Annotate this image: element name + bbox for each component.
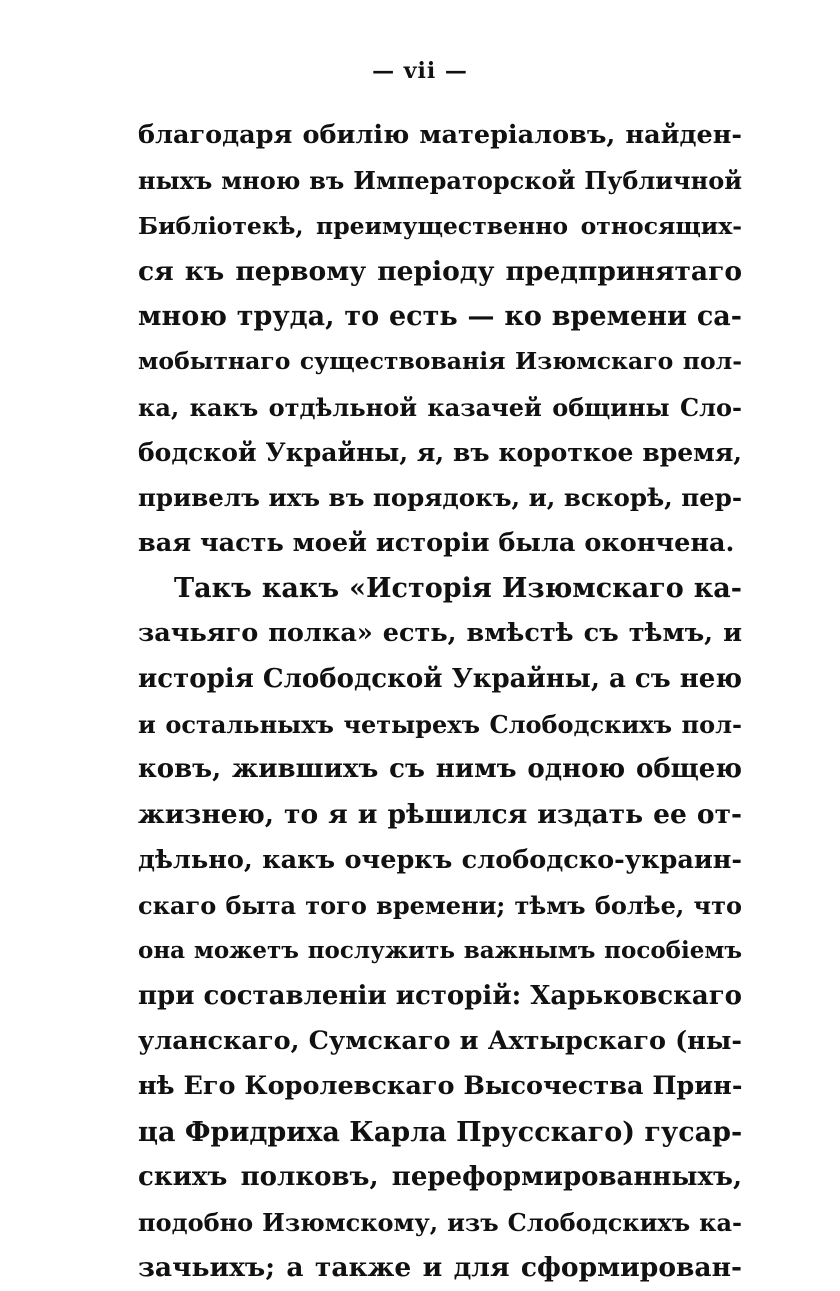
text-line: дѣльно, какъ очеркъ слободско-украин- — [138, 844, 742, 875]
text-line: при составленіи исторій: Харьковскаго — [138, 980, 742, 1011]
body-text — [138, 113, 742, 1291]
text-line: Библіотекѣ, преимущественно относящих- — [138, 211, 742, 240]
text-line: ныхъ мною въ Императорской Публичной — [138, 166, 742, 196]
text-line: жизнею, то я и рѣшился издать ее от- — [138, 799, 742, 831]
text-line: ка, какъ отдѣльной казачей общины Сло- — [138, 392, 742, 422]
text-line: нѣ Его Королевскаго Высочества Прин- — [138, 1071, 742, 1102]
text-line: и остальныхъ четырехъ Слободскихъ пол- — [138, 709, 742, 739]
paragraph-2 — [138, 566, 742, 1291]
text-line: ковъ, жившихъ съ нимъ одною общею — [138, 754, 742, 785]
page-number: — vii — — [372, 58, 468, 84]
text-line: зачьяго полка» есть, вмѣстѣ съ тѣмъ, и — [138, 618, 742, 649]
paragraph-1 — [138, 113, 742, 566]
text-line: бодской Украйны, я, въ короткое время, — [138, 438, 742, 468]
text-line: мною труда, то есть — ко времени са- — [138, 301, 742, 333]
text-line: Такъ какъ «Исторія Изюмскаго ка- — [174, 572, 742, 604]
text-line: скаго быта того времени; тѣмъ болѣе, что — [138, 891, 742, 921]
text-line: ся къ первому періоду предпринятаго — [138, 255, 742, 287]
text-line: она можетъ послужить важнымъ пособіемъ — [138, 937, 742, 965]
text-line: подобно Изюмскому, изъ Слободскихъ ка- — [138, 1208, 742, 1238]
text-line: скихъ полковъ, переформированныхъ, — [138, 1161, 742, 1192]
text-line: исторія Слободской Украйны, а съ нею — [138, 663, 742, 694]
text-line: вая часть моей исторіи была окончена. — [138, 527, 735, 558]
text-line: благодаря обилію матеріаловъ, найден- — [138, 120, 742, 150]
text-line: ца Фридриха Карла Прусскаго) гусар- — [138, 1116, 742, 1148]
text-line: зачьихъ; а также и для сформирован- — [138, 1252, 742, 1284]
text-line: привелъ ихъ въ порядокъ, и, вскорѣ, пер- — [138, 483, 742, 513]
text-line: мобытнаго существованія Изюмскаго пол- — [138, 347, 742, 376]
text-line: уланскаго, Сумскаго и Ахтырскаго (ны- — [138, 1025, 742, 1056]
